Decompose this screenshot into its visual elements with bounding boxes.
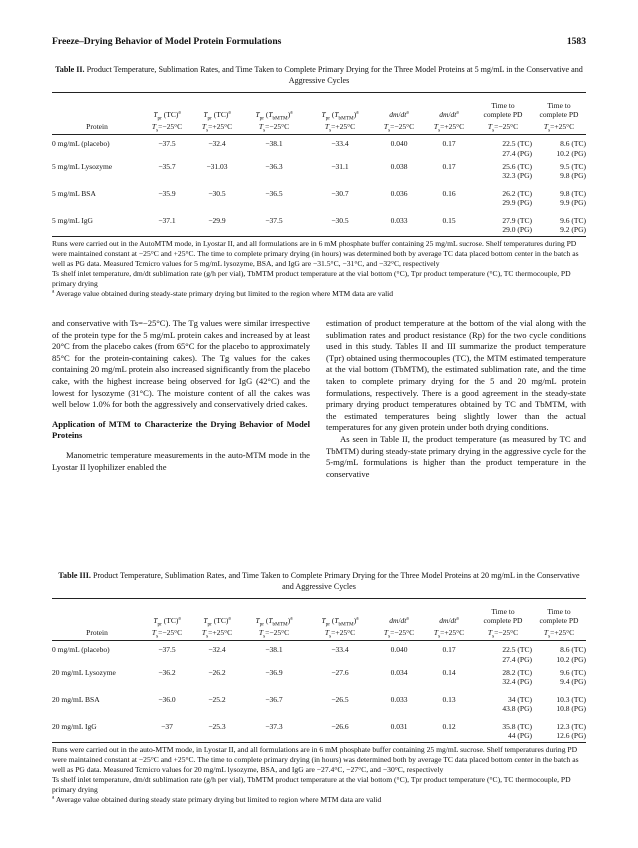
- running-head: [52, 36, 586, 50]
- header-shelf-temp: $T_s=-25^\circ C$: [242, 120, 306, 135]
- cell-time: 8.6 (TC) 10.2 (PG): [556, 139, 586, 158]
- table-3-footnote: Runs were carried out in the auto-MTM mode, in Lyostar II, and all formulations are in 6 mM phosphate buffer containing 25 mg/mL sucrose. Shelf temperatures during PD were maintained constant at −25°C and +25°C. The time to complete primary drying (in hours) was determined both by average TC data placed bottom center in the batch as well as PG data. Measured Tcmicro values for 20 mg/mL lysozyme, BSA, and IgG are −27.4°C, −27°C, and −30°C, respectively: [52, 745, 579, 774]
- body-paragraph: estimation of product temperature at the bottom of the vial along with the sublimation rates and product resistance (Rp) for the two cycle conditions used in this study. Tables II and III summarize the product temperature (Tpr) obtained using thermocouples (TC), the MTM estimated temperature at the vial bottom (TbMTM), the estimated sublimation rate, and the time taken to complete primary drying for the 5 and 20 mg/mL protein formulations, respectively. There is a good agreement in the steady-state primary drying product temperatures obtained by TC and TbMTM, with the estimated temperatures being slightly lower than the actual temperatures for any given protein under both drying conditions.: [326, 318, 586, 433]
- cell-value: −37.5: [265, 215, 283, 225]
- header-shelf-temp: $T_s=+25^\circ C$: [192, 120, 242, 135]
- cell-protein: 20 mg/mL IgG: [52, 721, 97, 731]
- header-tpr-tbmtm: $T_{pr}$ $(T_{bMTM})^a$: [321, 109, 359, 122]
- cell-value: −25.3: [208, 721, 226, 731]
- cell-time: 8.6 (TC) 10.2 (PG): [556, 645, 586, 664]
- table-row: [52, 641, 586, 668]
- table-row: [52, 135, 586, 162]
- cell-time: 35.8 (TC) 44 (PG): [502, 721, 532, 741]
- table-row: [52, 695, 586, 722]
- table-row: [52, 668, 586, 695]
- cell-time: 22.5 (TC) 27.4 (PG): [502, 139, 532, 158]
- cell-time: 26.2 (TC) 29.9 (PG): [502, 188, 532, 208]
- cell-protein: 20 mg/mL Lysozyme: [52, 667, 116, 677]
- cell-value: 0.031: [390, 721, 408, 731]
- cell-value: −25.2: [208, 694, 226, 704]
- cell-value: −26.6: [331, 721, 349, 731]
- cell-value: 0.040: [390, 645, 408, 654]
- cell-value: −37: [161, 721, 173, 731]
- header-protein: Protein: [52, 626, 142, 641]
- cell-value: 0.033: [390, 694, 408, 704]
- table-3-footnote-a: $^a$ Average value obtained during steady state primary drying but limited to region where MTM data are valid: [52, 794, 382, 804]
- body-paragraph: As seen in Table II, the product temperature (as measured by TC and TbMTM) during steady-state primary drying in the aggressive cycle for the 5-mg/mL formulations is higher than the product temperature in the conservative: [326, 433, 586, 479]
- cell-value: −37.5: [158, 139, 176, 148]
- table-2-top-rule: [52, 92, 586, 93]
- cell-time: 10.3 (TC) 10.8 (PG): [556, 694, 586, 714]
- table-2-caption: [52, 64, 586, 86]
- table-3-subheader-row: [52, 626, 586, 641]
- cell-value: 0.15: [442, 215, 456, 225]
- table-2-header-row: [52, 96, 586, 120]
- header-dmdt: $dm/dt^a$: [389, 615, 409, 626]
- header-tpr-tc: $T_{pr}$ (TC)$^a$: [153, 109, 181, 122]
- table-3-footnote: Ts shelf inlet temperature, dm/dt sublimation rate (g/h per vial), TbMTM product temperature at the vial bottom (°C), Tpr product temperature (°C), TC thermocouple, PD primary drying: [52, 775, 571, 794]
- cell-value: 0.033: [390, 215, 408, 225]
- header-tpr-tc: $T_{pr}$ (TC)$^a$: [153, 615, 181, 628]
- cell-value: −31.1: [331, 161, 349, 171]
- body-paragraph: and conservative with Ts=−25°C). The Tg values were similar irrespective of the protein type for the 5 mg/mL protein cakes and increased by at least 20°C from the placebo cakes (from 65°C for the placebo to approximately 85°C for the protein-containing cakes). The Tg values for the cakes containing 20 mg/mL protein also increased significantly from the placebo cake, with the highest increase being observed for IgG (42°C) and the lowest for lysozyme (31°C). The moisture content of all the cakes was well below 1.0% for both the aggressively and conservatively dried cakes.: [52, 318, 310, 410]
- header-time-to-complete-pd: Time to complete PD: [539, 100, 579, 120]
- cell-value: −35.9: [158, 188, 176, 198]
- header-tpr-tbmtm: $T_{pr}$ $(T_{bMTM})^a$: [255, 109, 293, 122]
- cell-value: −27.6: [331, 667, 349, 677]
- cell-value: −35.7: [158, 161, 176, 171]
- table-2: [52, 96, 586, 243]
- table-2-footnote-a: $^a$ Average value obtained during steady-state primary drying but limited to the region where MTM data are valid: [52, 288, 394, 298]
- table-row: [52, 189, 586, 216]
- header-tpr-tbmtm: $T_{pr}$ $(T_{bMTM})^a$: [321, 615, 359, 628]
- cell-time: 9.6 (TC) 9.4 (PG): [560, 667, 586, 687]
- header-shelf-temp: $T_s=-25^\circ C$: [374, 626, 424, 641]
- header-protein: Protein: [52, 120, 142, 135]
- cell-protein: 5 mg/mL Lysozyme: [52, 161, 113, 171]
- cell-value: −33.4: [331, 645, 349, 654]
- cell-time: 9.8 (TC) 9.9 (PG): [560, 188, 586, 208]
- cell-value: −36.0: [158, 694, 176, 704]
- section-heading: Application of MTM to Characterize the Drying Behavior of Model Proteins: [52, 418, 310, 441]
- header-time-to-complete-pd: Time to complete PD: [483, 606, 523, 626]
- cell-time: 34 (TC) 43.8 (PG): [502, 694, 532, 714]
- table-3: [52, 602, 586, 749]
- cell-value: 0.036: [390, 188, 408, 198]
- cell-value: −36.5: [265, 188, 283, 198]
- body-right-column: [326, 318, 586, 480]
- cell-time: 28.2 (TC) 32.4 (PG): [502, 667, 532, 687]
- cell-value: −37.5: [158, 645, 176, 654]
- cell-value: 0.040: [390, 139, 408, 148]
- cell-protein: 5 mg/mL IgG: [52, 215, 93, 225]
- header-shelf-temp: $T_s=-25^\circ C$: [374, 120, 424, 135]
- header-shelf-temp: $T_s=-25^\circ C$: [474, 120, 532, 135]
- header-shelf-temp: $T_s=-25^\circ C$: [242, 626, 306, 641]
- cell-value: 0.16: [442, 188, 456, 198]
- cell-value: 0.038: [390, 161, 408, 171]
- table-2-footnotes: [52, 239, 586, 299]
- cell-time: 25.6 (TC) 32.3 (PG): [502, 161, 532, 181]
- table-2-footnote: Runs were carried out in the AutoMTM mode, in Lyostar II, and all formulations are in 6 mM phosphate buffer containing 25 mg/mL sucrose. Shelf temperatures during PD were maintained constant at −25°C and +25°C. The time to complete primary drying (in hours) was determined both by average TC data placed bottom center in the batch as well as PG data. Measured Tcmicro values for 5 mg/mL lysozyme, BSA, and IgG are −31.5°C, −31°C, and −32°C, respectively: [52, 239, 579, 268]
- table-3-caption-text: Product Temperature, Sublimation Rates, and Time Taken to Complete Primary Drying for the Three Model Proteins at 20 mg/mL in the Conservative and Aggressive Cycles: [92, 571, 580, 591]
- cell-value: −36.7: [265, 694, 283, 704]
- cell-time: 9.6 (TC) 9.2 (PG): [560, 215, 586, 235]
- cell-value: −30.7: [331, 188, 349, 198]
- cell-value: −32.4: [208, 645, 226, 654]
- table-3-label: Table III.: [58, 571, 91, 580]
- cell-value: 0.17: [442, 645, 456, 654]
- table-3-header-row: [52, 602, 586, 626]
- cell-value: 0.14: [442, 667, 456, 677]
- table-2-bottom-rule: [52, 236, 586, 237]
- page-number: 1583: [566, 36, 586, 47]
- table-3-caption: [52, 570, 586, 592]
- header-shelf-temp: $T_s=+25^\circ C$: [424, 626, 474, 641]
- table-3-footnotes: [52, 745, 586, 805]
- cell-value: −36.9: [265, 667, 283, 677]
- header-dmdt: $dm/dt^a$: [439, 615, 459, 626]
- cell-value: −31.03: [206, 161, 228, 171]
- cell-protein: 5 mg/mL BSA: [52, 188, 96, 198]
- cell-value: 0.034: [390, 667, 408, 677]
- cell-value: −26.5: [331, 694, 349, 704]
- header-tpr-tc: $T_{pr}$ (TC)$^a$: [203, 615, 231, 628]
- cell-value: 0.17: [442, 139, 456, 148]
- cell-value: −32.4: [208, 139, 226, 148]
- header-shelf-temp: $T_s=+25^\circ C$: [424, 120, 474, 135]
- header-shelf-temp: $T_s=-25^\circ C$: [142, 626, 192, 641]
- header-tpr-tbmtm: $T_{pr}$ $(T_{bMTM})^a$: [255, 615, 293, 628]
- table-3-top-rule: [52, 598, 586, 599]
- table-row: [52, 162, 586, 189]
- cell-value: −37.3: [265, 721, 283, 731]
- header-dmdt: $dm/dt^a$: [439, 109, 459, 120]
- table-3-bottom-rule: [52, 742, 586, 743]
- cell-value: −30.5: [208, 188, 226, 198]
- cell-value: 0.17: [442, 161, 456, 171]
- cell-value: −36.3: [265, 161, 283, 171]
- cell-value: −38.1: [265, 645, 283, 654]
- body-paragraph: Manometric temperature measurements in the auto-MTM mode in the Lyostar II lyophilizer enabled the: [52, 449, 310, 472]
- cell-time: 9.5 (TC) 9.8 (PG): [560, 161, 586, 181]
- header-shelf-temp: $T_s=-25^\circ C$: [474, 626, 532, 641]
- header-tpr-tc: $T_{pr}$ (TC)$^a$: [203, 109, 231, 122]
- cell-value: −33.4: [331, 139, 349, 148]
- cell-value: −38.1: [265, 139, 283, 148]
- cell-value: −26.2: [208, 667, 226, 677]
- header-time-to-complete-pd: Time to complete PD: [539, 606, 579, 626]
- table-2-label: Table II.: [55, 65, 85, 74]
- cell-value: 0.13: [442, 694, 456, 704]
- header-shelf-temp: $T_s=+25^\circ C$: [532, 626, 586, 641]
- running-head-title: Freeze–Drying Behavior of Model Protein Formulations: [52, 36, 282, 47]
- cell-value: 0.12: [442, 721, 456, 731]
- cell-protein: 0 mg/mL (placebo): [52, 645, 110, 654]
- header-shelf-temp: $T_s=+25^\circ C$: [532, 120, 586, 135]
- header-shelf-temp: $T_s=-25^\circ C$: [142, 120, 192, 135]
- table-2-footnote: Ts shelf inlet temperature, dm/dt sublimation rate (g/h per vial), TbMTM product temperature at the vial bottom (°C), Tpr product temperature (°C), TC thermocouple, PD primary drying: [52, 269, 571, 288]
- header-dmdt: $dm/dt^a$: [389, 109, 409, 120]
- cell-protein: 0 mg/mL (placebo): [52, 139, 110, 148]
- cell-value: −30.5: [331, 215, 349, 225]
- cell-time: 22.5 (TC) 27.4 (PG): [502, 645, 532, 664]
- header-shelf-temp: $T_s=+25^\circ C$: [306, 120, 374, 135]
- cell-value: −36.2: [158, 667, 176, 677]
- header-time-to-complete-pd: Time to complete PD: [483, 100, 523, 120]
- cell-value: −37.1: [158, 215, 176, 225]
- cell-time: 27.9 (TC) 29.0 (PG): [502, 215, 532, 235]
- cell-protein: 20 mg/mL BSA: [52, 694, 100, 704]
- header-shelf-temp: $T_s=+25^\circ C$: [192, 626, 242, 641]
- header-shelf-temp: $T_s=+25^\circ C$: [306, 626, 374, 641]
- table-2-caption-text: Product Temperature, Sublimation Rates, and Time Taken to Complete Primary Drying for the Three Model Proteins at 5 mg/mL in the Conservative and Aggressive Cycles: [86, 65, 583, 85]
- cell-time: 12.3 (TC) 12.6 (PG): [556, 721, 586, 741]
- body-left-column: [52, 318, 310, 473]
- cell-value: −29.9: [208, 215, 226, 225]
- table-2-subheader-row: [52, 120, 586, 135]
